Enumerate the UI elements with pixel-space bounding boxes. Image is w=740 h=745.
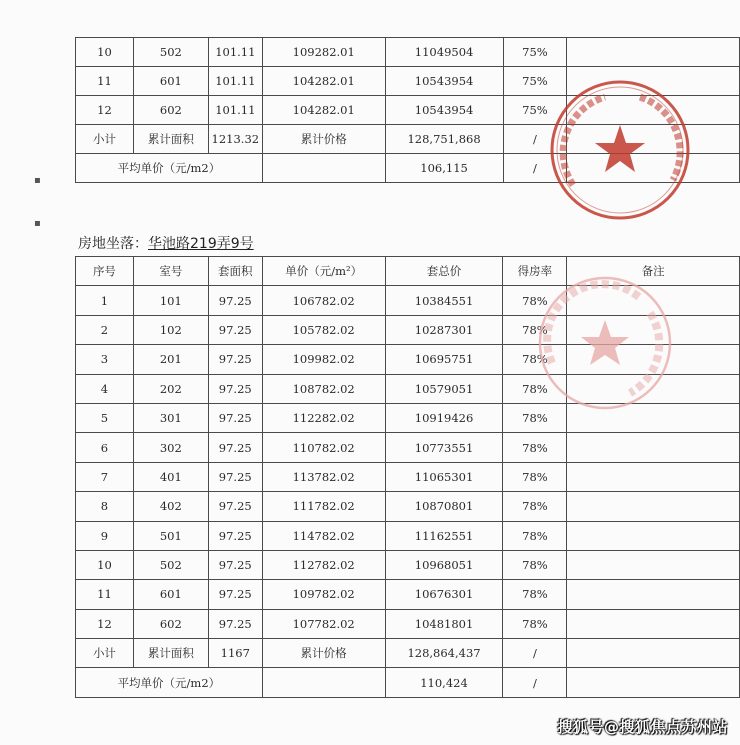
index-cell: 12 [76, 96, 134, 125]
total-price-cell: 10968051 [385, 550, 503, 579]
total-price-cell: 11065301 [385, 462, 503, 491]
table-row [76, 374, 740, 403]
area-cell: 97.25 [208, 345, 262, 374]
price-label: 累计价格 [262, 639, 385, 668]
remarks-cell [567, 286, 740, 315]
header-area: 套面积 [208, 257, 262, 286]
efficiency-cell: 78% [503, 315, 567, 344]
efficiency-cell: 78% [503, 374, 567, 403]
header-room: 室号 [133, 257, 208, 286]
table-row [76, 521, 740, 550]
room-cell: 101 [133, 286, 208, 315]
efficiency-cell: 78% [503, 521, 567, 550]
remark-cell [567, 668, 740, 697]
efficiency-cell: 78% [503, 345, 567, 374]
area-cell: 97.25 [208, 403, 262, 432]
table-row [76, 492, 740, 521]
area-cell: 97.25 [208, 609, 262, 638]
price-table-top [75, 37, 740, 183]
room-cell: 401 [133, 462, 208, 491]
room-cell: 601 [133, 67, 208, 96]
price-value: 128,864,437 [385, 639, 503, 668]
table-row [76, 67, 740, 96]
efficiency-cell: 78% [503, 286, 567, 315]
efficiency-cell: 78% [503, 492, 567, 521]
total-price-cell: 10695751 [385, 345, 503, 374]
room-cell: 602 [133, 96, 208, 125]
room-cell: 602 [133, 609, 208, 638]
total-price-cell: 10384551 [385, 286, 503, 315]
average-label: 平均单价（元/m2） [76, 154, 263, 183]
remarks-cell [567, 462, 740, 491]
property-address [78, 233, 254, 253]
total-price-cell: 11162551 [385, 521, 503, 550]
subtotal-label: 小计 [76, 125, 134, 154]
area-cell: 97.25 [208, 550, 262, 579]
area-cell: 101.11 [208, 96, 262, 125]
table-row [76, 609, 740, 638]
room-cell: 102 [133, 315, 208, 344]
remarks-cell [567, 315, 740, 344]
remarks-cell [567, 403, 740, 432]
area-label: 累计面积 [133, 639, 208, 668]
area-cell: 97.25 [208, 462, 262, 491]
index-cell: 2 [76, 315, 134, 344]
index-cell: 10 [76, 38, 134, 67]
index-cell: 9 [76, 521, 134, 550]
index-cell: 7 [76, 462, 134, 491]
index-cell: 6 [76, 433, 134, 462]
unit-price-cell: 112282.02 [262, 403, 385, 432]
efficiency-cell: 75% [503, 67, 567, 96]
unit-price-cell: 109282.01 [262, 38, 385, 67]
top-table-body [76, 38, 740, 125]
index-cell: 11 [76, 67, 134, 96]
remarks-cell [567, 550, 740, 579]
remarks-cell [567, 492, 740, 521]
ratio-value: / [503, 125, 567, 154]
area-cell: 97.25 [208, 286, 262, 315]
room-cell: 501 [133, 521, 208, 550]
average-value: 110,424 [385, 668, 503, 697]
table-row [76, 345, 740, 374]
room-cell: 201 [133, 345, 208, 374]
index-cell: 4 [76, 374, 134, 403]
average-value: 106,115 [385, 154, 503, 183]
room-cell: 502 [133, 38, 208, 67]
table-row [76, 550, 740, 579]
source-watermark: 搜狐号@搜狐焦点苏州站 [557, 718, 728, 736]
table-row [76, 315, 740, 344]
table-row [76, 403, 740, 432]
bottom-average-row [76, 668, 740, 697]
header-index: 序号 [76, 257, 134, 286]
room-cell: 301 [133, 403, 208, 432]
area-cell: 97.25 [208, 521, 262, 550]
unit-price-cell: 106782.02 [262, 286, 385, 315]
remark-cell [567, 125, 740, 154]
remarks-cell [567, 521, 740, 550]
bottom-subtotal-row [76, 639, 740, 668]
table-row [76, 96, 740, 125]
efficiency-cell: 78% [503, 433, 567, 462]
area-cell: 101.11 [208, 67, 262, 96]
room-cell: 402 [133, 492, 208, 521]
table-row [76, 462, 740, 491]
header-unit-price: 单价（元/m²） [262, 257, 385, 286]
header-efficiency: 得房率 [503, 257, 567, 286]
remark-cell [567, 154, 740, 183]
efficiency-cell: 75% [503, 96, 567, 125]
unit-price-cell: 114782.02 [262, 521, 385, 550]
ratio-value: / [503, 639, 567, 668]
index-cell: 11 [76, 580, 134, 609]
area-value: 1213.32 [208, 125, 262, 154]
unit-price-cell: 113782.02 [262, 462, 385, 491]
price-label: 累计价格 [262, 125, 385, 154]
remarks-cell [567, 96, 740, 125]
total-price-cell: 10543954 [385, 96, 503, 125]
efficiency-cell: 75% [503, 38, 567, 67]
index-cell: 1 [76, 286, 134, 315]
remarks-cell [567, 374, 740, 403]
average-label: 平均单价（元/m2） [76, 668, 263, 697]
scan-dot: ▪ [34, 218, 41, 229]
table-row [76, 433, 740, 462]
area-cell: 97.25 [208, 315, 262, 344]
index-cell: 12 [76, 609, 134, 638]
index-cell: 10 [76, 550, 134, 579]
remarks-cell [567, 38, 740, 67]
area-cell: 97.25 [208, 433, 262, 462]
unit-price-cell: 109782.02 [262, 580, 385, 609]
unit-price-cell: 111782.02 [262, 492, 385, 521]
index-cell: 8 [76, 492, 134, 521]
table-row [76, 580, 740, 609]
unit-price-cell: 104282.01 [262, 67, 385, 96]
price-value: 128,751,868 [385, 125, 503, 154]
bottom-table-body [76, 286, 740, 639]
area-label: 累计面积 [133, 125, 208, 154]
room-cell: 601 [133, 580, 208, 609]
total-price-cell: 10870801 [385, 492, 503, 521]
remarks-cell [567, 609, 740, 638]
total-price-cell: 10919426 [385, 403, 503, 432]
unit-price-cell: 110782.02 [262, 433, 385, 462]
empty-cell [262, 154, 385, 183]
unit-price-cell: 105782.02 [262, 315, 385, 344]
room-cell: 202 [133, 374, 208, 403]
efficiency-cell: 78% [503, 550, 567, 579]
unit-price-cell: 104282.01 [262, 96, 385, 125]
top-average-row [76, 154, 740, 183]
header-total-price: 套总价 [385, 257, 503, 286]
table-row [76, 38, 740, 67]
remarks-cell [567, 580, 740, 609]
area-value: 1167 [208, 639, 262, 668]
efficiency-cell: 78% [503, 580, 567, 609]
header-remarks: 备注 [567, 257, 740, 286]
total-price-cell: 10481801 [385, 609, 503, 638]
total-price-cell: 10287301 [385, 315, 503, 344]
remarks-cell [567, 345, 740, 374]
scan-dot: ▪ [34, 175, 41, 186]
total-price-cell: 10543954 [385, 67, 503, 96]
unit-price-cell: 112782.02 [262, 550, 385, 579]
remarks-cell [567, 67, 740, 96]
unit-price-cell: 108782.02 [262, 374, 385, 403]
index-cell: 3 [76, 345, 134, 374]
total-price-cell: 10579051 [385, 374, 503, 403]
efficiency-cell: 78% [503, 609, 567, 638]
room-cell: 502 [133, 550, 208, 579]
efficiency-cell: 78% [503, 462, 567, 491]
efficiency-cell: 78% [503, 403, 567, 432]
area-cell: 97.25 [208, 580, 262, 609]
top-subtotal-row [76, 125, 740, 154]
total-price-cell: 10773551 [385, 433, 503, 462]
unit-price-cell: 109982.02 [262, 345, 385, 374]
unit-price-cell: 107782.02 [262, 609, 385, 638]
remarks-cell [567, 433, 740, 462]
total-price-cell: 11049504 [385, 38, 503, 67]
empty-cell [262, 668, 385, 697]
room-cell: 302 [133, 433, 208, 462]
ratio-value: / [503, 668, 567, 697]
ratio-value: / [503, 154, 567, 183]
index-cell: 5 [76, 403, 134, 432]
address-value: 华池路219弄9号 [148, 236, 254, 252]
area-cell: 97.25 [208, 492, 262, 521]
remark-cell [567, 639, 740, 668]
area-cell: 97.25 [208, 374, 262, 403]
area-cell: 101.11 [208, 38, 262, 67]
table-row [76, 286, 740, 315]
address-label: 房地坐落： [78, 236, 148, 252]
price-table-bottom [75, 256, 740, 698]
subtotal-label: 小计 [76, 639, 134, 668]
total-price-cell: 10676301 [385, 580, 503, 609]
table-header-row [76, 257, 740, 286]
